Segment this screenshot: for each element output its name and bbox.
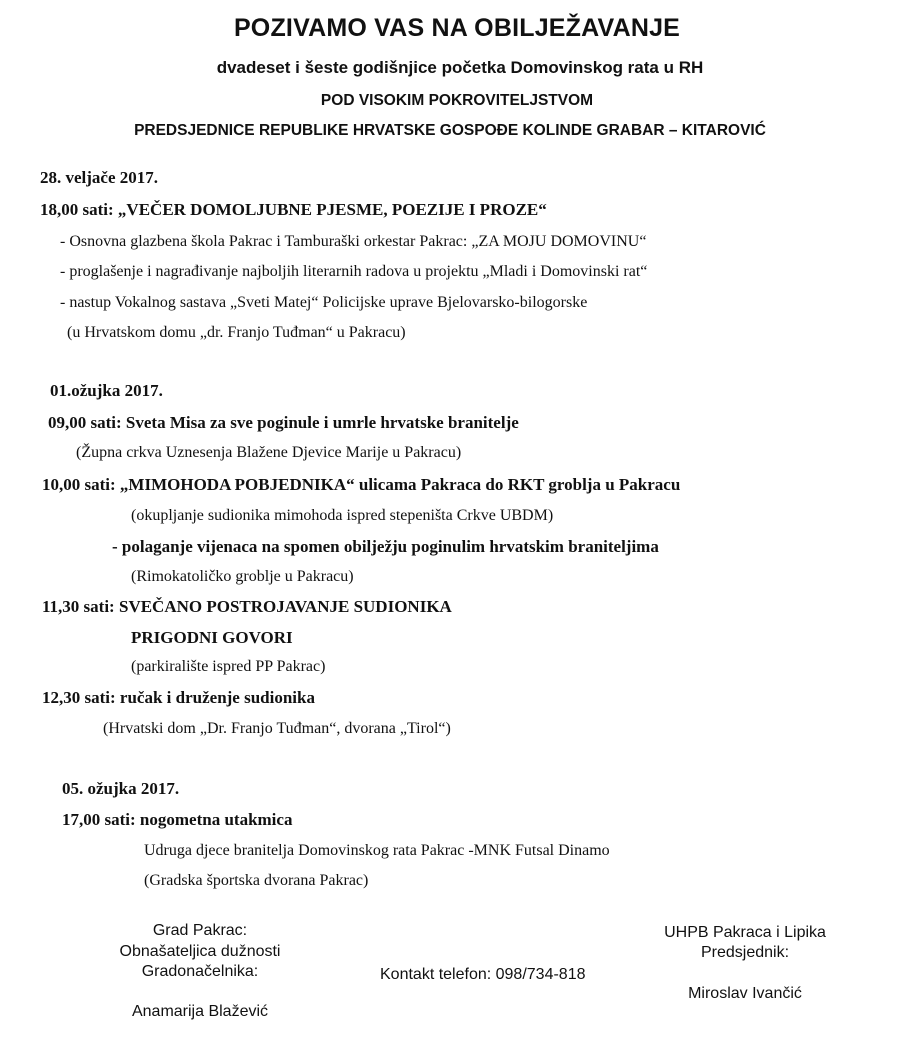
day2-lineup-event: SVEČANO POSTROJAVANJE SUDIONIKA xyxy=(118,597,452,616)
day2-speeches: PRIGODNI GOVORI xyxy=(131,628,293,647)
day3-event-line xyxy=(62,810,292,830)
day1-date: 28. veljače 2017. xyxy=(40,168,159,187)
day2-march-time: 10,00 sati: xyxy=(42,475,116,494)
footer-left-line-2: Obnašateljica dužnosti xyxy=(119,943,281,960)
day2-lunch-line xyxy=(42,688,315,708)
day1-event-line xyxy=(40,200,547,220)
day2-march-note: (okupljanje sudionika mimohoda ispred stepeništa Crkve UBDM) xyxy=(131,507,554,524)
day2-march-line xyxy=(42,475,680,495)
footer-left-line-3: Gradonačelnika: xyxy=(141,963,259,980)
contact-phone: Kontakt telefon: 098/734-818 xyxy=(380,966,586,983)
footer-right-name: Miroslav Ivančić xyxy=(688,985,802,1002)
day1-item-2: - proglašenje i nagrađivanje najboljih literarnih radova u projektu „Mladi i Domovinski rat“ xyxy=(60,263,648,280)
day3-time: 17,00 sati: xyxy=(62,810,136,829)
patronage-line-1: POD VISOKIM POKROVITELJSTVOM xyxy=(320,92,594,109)
day2-lunch-event: ručak i druženje sudionika xyxy=(119,688,315,707)
day2-lunch-location: (Hrvatski dom „Dr. Franjo Tuđman“, dvorana „Tirol“) xyxy=(103,720,451,737)
day2-mass-event: Sveta Misa za sve poginule i umrle hrvatske branitelje xyxy=(125,413,519,432)
day3-date: 05. ožujka 2017. xyxy=(62,779,180,798)
day1-time: 18,00 sati: xyxy=(40,200,114,219)
day2-date: 01.ožujka 2017. xyxy=(50,381,163,400)
day3-event: nogometna utakmica xyxy=(139,810,293,829)
day2-lunch-time: 12,30 sati: xyxy=(42,688,116,707)
day1-event: „VEČER DOMOLJUBNE PJESME, POEZIJE I PROZE“ xyxy=(117,200,547,219)
day1-item-3: - nastup Vokalnog sastava „Sveti Matej“ Policijske uprave Bjelovarsko-bilogorske xyxy=(60,294,588,311)
day2-wreath-location: (Rimokatoličko groblje u Pakracu) xyxy=(131,568,354,585)
page-subtitle: dvadeset i šeste godišnjice početka Domovinskog rata u RH xyxy=(216,58,704,77)
day3-location: (Gradska športska dvorana Pakrac) xyxy=(144,872,369,889)
day1-item-1: - Osnovna glazbena škola Pakrac i Tamburaški orkestar Pakrac: „ZA MOJU DOMOVINU“ xyxy=(60,233,647,250)
day2-lineup-location: (parkiralište ispred PP Pakrac) xyxy=(131,658,326,675)
footer-right-line-1: UHPB Pakraca i Lipika xyxy=(664,924,826,941)
day2-march-event: „MIMOHODA POBJEDNIKA“ ulicama Pakraca do RKT groblja u Pakracu xyxy=(119,475,681,494)
day2-lineup-time: 11,30 sati: xyxy=(42,597,115,616)
patronage-line-2: PREDSJEDNICE REPUBLIKE HRVATSKE GOSPOĐE KOLINDE GRABAR – KITAROVIĆ xyxy=(134,122,766,139)
page-title: POZIVAMO VAS NA OBILJEŽAVANJE xyxy=(233,14,681,42)
day1-location: (u Hrvatskom domu „dr. Franjo Tuđman“ u Pakracu) xyxy=(67,324,406,341)
day2-mass-location: (Župna crkva Uznesenja Blažene Djevice Marije u Pakracu) xyxy=(76,444,462,461)
day2-lineup-line xyxy=(42,597,452,617)
footer-left-line-1: Grad Pakrac: xyxy=(152,922,248,939)
day2-mass-line xyxy=(48,413,519,433)
day3-teams: Udruga djece branitelja Domovinskog rata Pakrac -MNK Futsal Dinamo xyxy=(144,842,610,859)
day2-mass-time: 09,00 sati: xyxy=(48,413,122,432)
footer-right-line-2: Predsjednik: xyxy=(700,944,790,961)
footer-left-name: Anamarija Blažević xyxy=(131,1003,269,1020)
day2-wreath: - polaganje vijenaca na spomen obilježju poginulim hrvatskim braniteljima xyxy=(112,537,659,556)
